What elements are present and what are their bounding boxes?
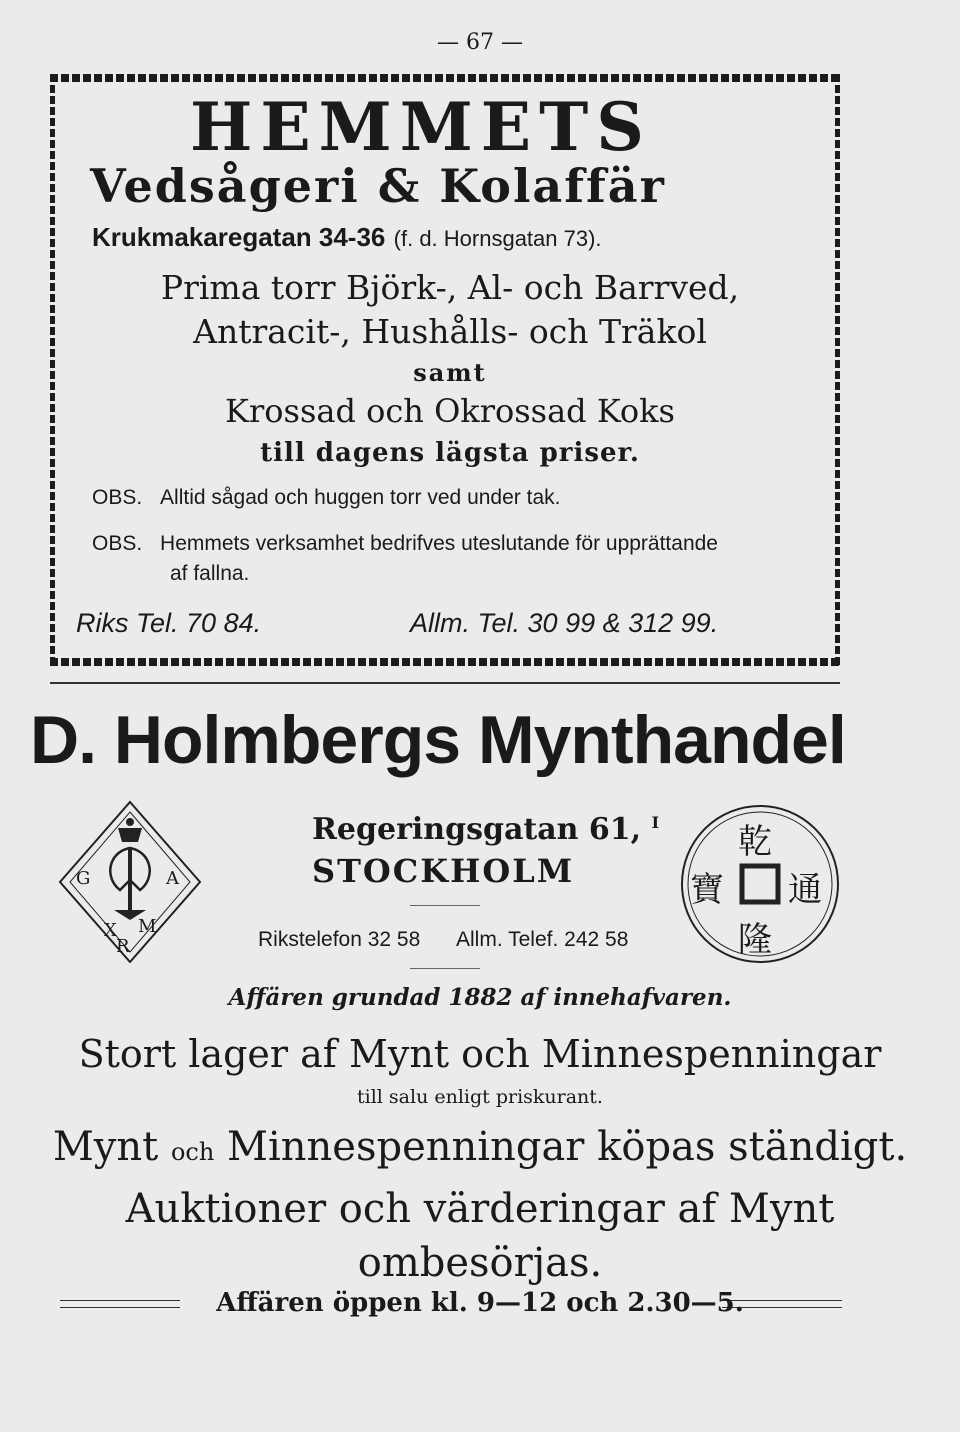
stock-line: Stort lager af Mynt och Minnespenningar bbox=[78, 1032, 882, 1076]
short-rule bbox=[410, 905, 480, 906]
street-note: (f. d. Hornsgatan 73). bbox=[393, 226, 602, 251]
obs-note-1 bbox=[92, 486, 560, 510]
dotted-border-bottom bbox=[50, 658, 840, 666]
obs-note-2 bbox=[92, 532, 718, 556]
auction-line: Auktioner och värderingar af Mynt bbox=[125, 1186, 835, 1232]
dotted-border-right bbox=[835, 74, 840, 666]
product-line-3: Krossad och Okrossad Koks bbox=[225, 392, 675, 430]
shop-city: STOCKHOLM bbox=[312, 852, 575, 890]
riks-telephone: Riks Tel. 70 84. bbox=[76, 608, 262, 638]
auction-line-2: ombesörjas. bbox=[357, 1240, 603, 1286]
allm-telephone: Allm. Tel. 30 99 & 312 99. bbox=[410, 608, 719, 638]
obs-text-2-cont: af fallna. bbox=[170, 562, 250, 585]
logo-letter-g: G bbox=[76, 868, 91, 889]
coin-char-left: 寶 bbox=[690, 870, 724, 910]
page-number: — 67 — bbox=[437, 30, 523, 55]
obs-text-2: Hemmets verksamhet bedrifves uteslutande för upprättande bbox=[160, 532, 718, 555]
product-line-1: Prima torr Björk-, Al- och Barrved, bbox=[160, 268, 740, 307]
ad-title: HEMMETS bbox=[190, 88, 652, 166]
logo-emblem-icon bbox=[48, 790, 208, 990]
stock-note: till salu enligt priskurant. bbox=[357, 1086, 603, 1108]
rikstelefon: Rikstelefon 32 58 bbox=[258, 928, 421, 951]
opening-hours: Affären öppen kl. 9—12 och 2.30—5. bbox=[216, 1288, 744, 1318]
obs-text-1: Alltid sågad och huggen torr ved under tak. bbox=[160, 486, 561, 509]
address-line bbox=[92, 222, 602, 253]
address-street: Regeringsgatan 61, bbox=[312, 812, 642, 847]
coin-char-bottom: 隆 bbox=[738, 920, 772, 960]
obs-label: OBS. bbox=[92, 486, 143, 509]
buy-rest: Minnespenningar köpas ständigt. bbox=[227, 1124, 908, 1170]
product-line-2: Antracit-, Hushålls- och Träkol bbox=[193, 312, 707, 351]
founded-line: Affären grundad 1882 af innehafvaren. bbox=[228, 984, 732, 1011]
address-floor: I bbox=[651, 813, 660, 832]
buying-line bbox=[0, 1124, 960, 1170]
obs-label: OBS. bbox=[92, 532, 143, 555]
coin-char-right: 通 bbox=[788, 870, 822, 910]
ad-subtitle: Vedsågeri & Kolaffär bbox=[90, 159, 666, 213]
buy-word-och: och bbox=[170, 1138, 215, 1166]
buy-word-mynt: Mynt bbox=[52, 1124, 159, 1170]
shop-title: D. Holmbergs Mynthandel bbox=[30, 702, 846, 778]
logo-letter-x: X bbox=[104, 920, 117, 941]
dotted-border-left bbox=[50, 74, 55, 666]
chinese-coin bbox=[676, 800, 844, 968]
product-line-samt: samt bbox=[413, 358, 487, 387]
street-address: Krukmakaregatan 34-36 bbox=[92, 222, 386, 252]
dotted-border-top bbox=[50, 74, 840, 82]
shop-logo bbox=[48, 790, 208, 990]
logo-letter-m: M bbox=[138, 916, 157, 937]
section-divider bbox=[50, 682, 840, 684]
short-rule-2 bbox=[410, 968, 480, 969]
logo-letter-a: A bbox=[166, 868, 179, 889]
shop-address-line-1 bbox=[312, 812, 659, 847]
allm-telefon: Allm. Telef. 242 58 bbox=[456, 928, 629, 951]
coin-char-top: 乾 bbox=[738, 822, 772, 862]
logo-letter-r: R bbox=[116, 936, 130, 957]
price-line: till dagens lägsta priser. bbox=[260, 438, 640, 468]
